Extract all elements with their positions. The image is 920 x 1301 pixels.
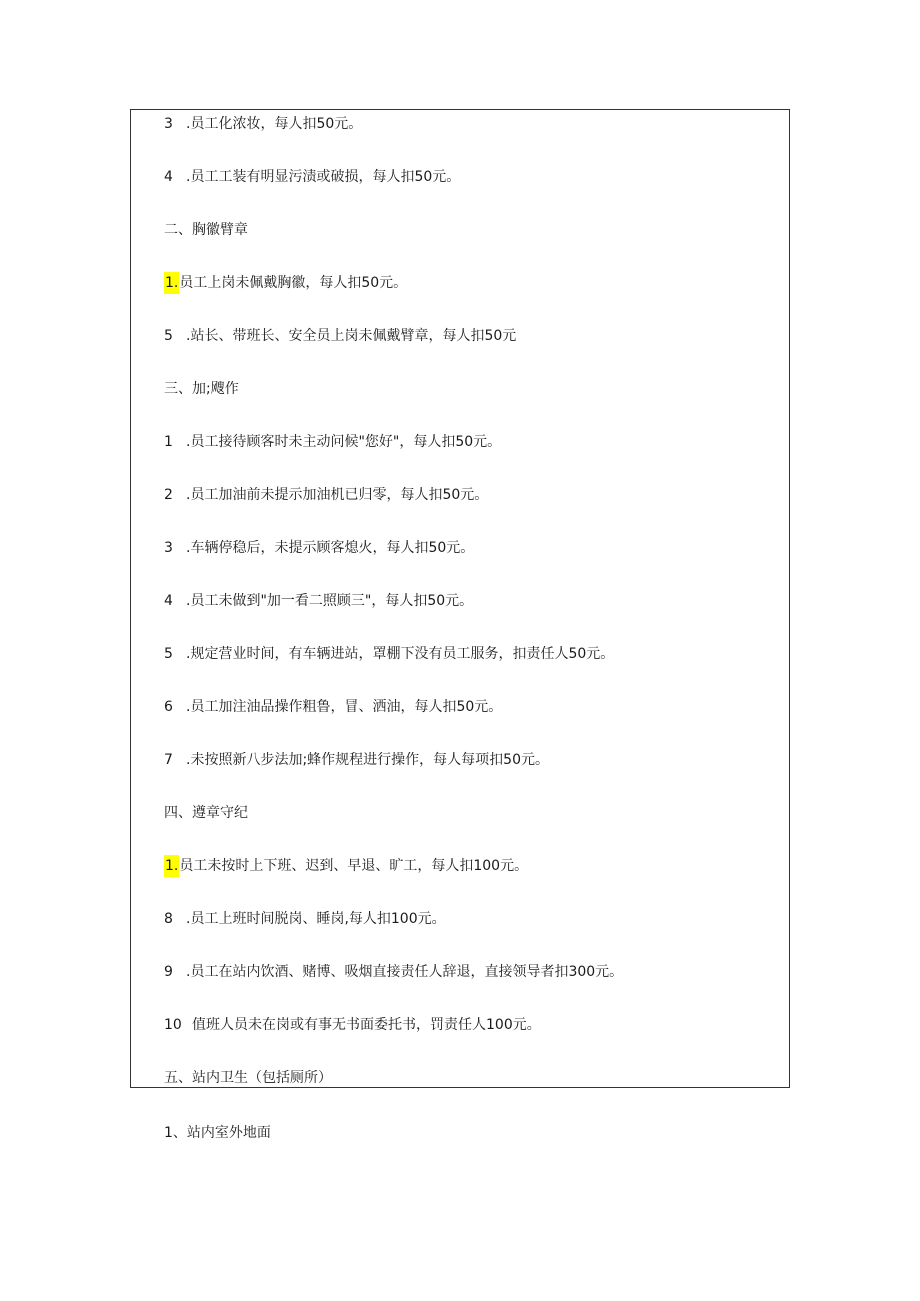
section-heading xyxy=(164,802,248,824)
item-text: .员工加油前未提示加油机已归零，每人扣50元。 xyxy=(186,487,489,503)
rule-line xyxy=(164,961,623,983)
section-heading xyxy=(164,1067,332,1089)
rule-line xyxy=(164,537,474,559)
item-number: 3 xyxy=(164,540,173,556)
item-number: 9 xyxy=(164,964,173,980)
item-text: 值班人员未在岗或有事无书面委托书，罚责任人100元。 xyxy=(192,1017,541,1033)
section-heading-text: 四、遵章守纪 xyxy=(164,805,248,821)
item-text: .员工未做到"加一看二照顾三"，每人扣50元。 xyxy=(186,593,474,609)
item-text: .未按照新八步法加;蜂作规程进行操作，每人每项扣50元。 xyxy=(186,752,549,768)
rule-line xyxy=(164,272,407,294)
rule-line xyxy=(164,1014,541,1036)
item-text: .员工加注油品操作粗鲁，冒、洒油，每人扣50元。 xyxy=(186,699,503,715)
item-text: .员工接待顾客时未主动问候"您好"，每人扣50元。 xyxy=(186,434,502,450)
section-heading-text: 三、加;飕作 xyxy=(164,381,239,397)
rule-line xyxy=(164,908,446,930)
item-text: 员工上岗未佩戴胸徽，每人扣50元。 xyxy=(179,275,408,291)
rule-line xyxy=(164,113,362,135)
item-number: 5 xyxy=(164,646,173,662)
item-number: 2 xyxy=(164,487,173,503)
rule-line xyxy=(164,484,488,506)
section-heading-text: 二、胸徽臂章 xyxy=(164,222,248,238)
item-number: 8 xyxy=(164,911,173,927)
item-text: .员工在站内饮酒、赌博、吸烟直接责任人辞退，直接领导者扣300元。 xyxy=(186,964,624,980)
item-number: 5 xyxy=(164,328,173,344)
item-number: 4 xyxy=(164,169,173,185)
item-text: .站长、带班长、安全员上岗未佩戴臂章，每人扣50元 xyxy=(186,328,517,344)
section-heading-text: 五、站内卫生（包括厕所） xyxy=(164,1070,332,1086)
item-number: 6 xyxy=(164,699,173,715)
rule-line xyxy=(164,643,614,665)
section-heading xyxy=(164,219,248,241)
rule-line xyxy=(164,855,528,877)
item-number: 10 xyxy=(164,1017,182,1033)
item-number: 1 xyxy=(164,434,173,450)
subsection-heading-text: 1、站内室外地面 xyxy=(164,1125,271,1141)
rule-line xyxy=(164,325,516,347)
item-text: .员工化浓妆，每人扣50元。 xyxy=(186,116,363,132)
item-text: .规定营业时间，有车辆进站，罩棚下没有员工服务，扣责任人50元。 xyxy=(186,646,615,662)
highlighted-item-number: 1. xyxy=(164,272,179,294)
rule-line xyxy=(164,431,501,453)
highlighted-item-number: 1. xyxy=(164,855,179,877)
subsection-heading xyxy=(164,1122,271,1144)
item-text: .员工工装有明显污渍或破损，每人扣50元。 xyxy=(186,169,461,185)
rule-line xyxy=(164,590,473,612)
section-heading xyxy=(164,378,239,400)
item-text: .员工上班时间脱岗、睡岗,每人扣100元。 xyxy=(186,911,446,927)
item-text: .车辆停稳后，未提示顾客熄火，每人扣50元。 xyxy=(186,540,475,556)
rule-line xyxy=(164,749,549,771)
rule-line xyxy=(164,696,502,718)
item-number: 4 xyxy=(164,593,173,609)
item-number: 7 xyxy=(164,752,173,768)
rule-line xyxy=(164,166,460,188)
item-number: 3 xyxy=(164,116,173,132)
item-text: 员工未按时上下班、迟到、早退、旷工，每人扣100元。 xyxy=(179,858,529,874)
